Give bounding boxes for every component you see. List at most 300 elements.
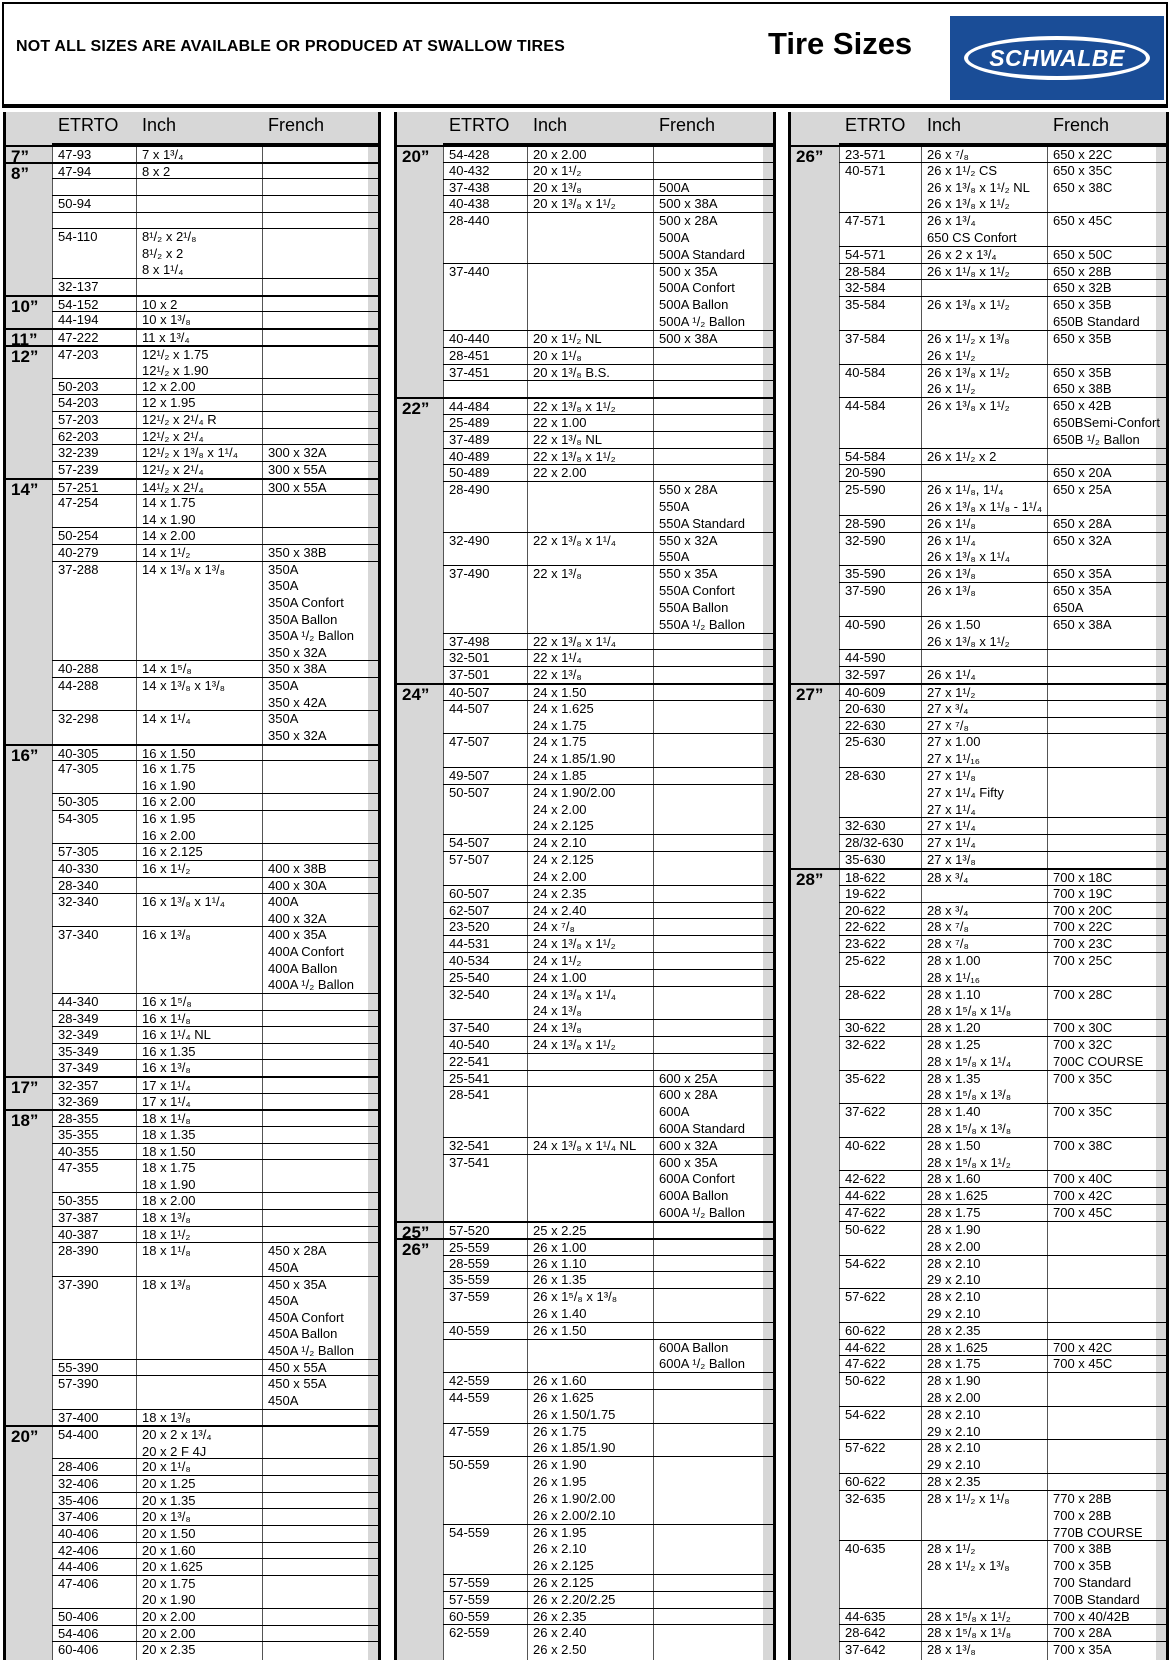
table-row bbox=[443, 1624, 773, 1658]
inch-cell: 10 x 2 bbox=[142, 296, 178, 312]
table-row bbox=[443, 784, 773, 834]
etrto-cell: 40-355 bbox=[58, 1143, 99, 1159]
inch-cell: 12 x 2.00 bbox=[142, 378, 196, 394]
etrto-cell: 44-288 bbox=[58, 678, 99, 694]
inch-cell: 26 x 1³/₈ x 1¹/₂ 26 x 1¹/₂ bbox=[927, 364, 1010, 397]
rim-size-label: 26” bbox=[402, 1239, 430, 1259]
etrto-cell: 32-137 bbox=[58, 279, 99, 294]
inch-cell: 20 x 2.00 bbox=[533, 147, 587, 162]
etrto-cell: 47-622 bbox=[845, 1356, 886, 1372]
page-header bbox=[2, 2, 1168, 108]
inch-cell: 28 x 1¹/₂ 28 x 1¹/₂ x 1³/₈ bbox=[927, 1541, 1010, 1574]
table-row bbox=[839, 666, 1166, 683]
etrto-cell: 35-406 bbox=[58, 1492, 99, 1508]
french-cell: 650 x 32A bbox=[1053, 532, 1112, 548]
table-row bbox=[397, 1238, 773, 1259]
etrto-cell: 30-622 bbox=[845, 1020, 886, 1036]
header-inch: Inch bbox=[533, 115, 568, 135]
etrto-cell: 47-222 bbox=[58, 329, 99, 345]
etrto-cell: 44-531 bbox=[449, 936, 490, 952]
etrto-cell: 47-507 bbox=[449, 734, 490, 750]
french-cell: 300 x 32A bbox=[268, 445, 327, 461]
rim-size-label: 17” bbox=[11, 1078, 39, 1098]
table-row bbox=[839, 986, 1166, 1020]
table-row bbox=[839, 1322, 1166, 1339]
table-row bbox=[443, 364, 773, 381]
table-row bbox=[52, 394, 378, 411]
inch-cell: 7 x 1³/₄ bbox=[142, 147, 184, 162]
etrto-cell: 44-507 bbox=[449, 700, 490, 716]
etrto-cell: 50-507 bbox=[449, 784, 490, 800]
table-row bbox=[52, 993, 378, 1010]
etrto-cell: 40-330 bbox=[58, 860, 99, 876]
table-row bbox=[6, 345, 378, 378]
header-french: French bbox=[659, 115, 716, 135]
etrto-cell: 50-559 bbox=[449, 1457, 490, 1473]
etrto-cell: 57-203 bbox=[58, 412, 99, 428]
table-row bbox=[52, 877, 378, 894]
etrto-cell: 62-203 bbox=[58, 428, 99, 444]
etrto-cell: 37-489 bbox=[449, 431, 490, 447]
inch-cell: 28 x 2.10 29 x 2.10 bbox=[927, 1255, 981, 1288]
table-row bbox=[52, 810, 378, 843]
french-cell: 450 x 28A 450A bbox=[268, 1243, 327, 1275]
etrto-cell: 50-355 bbox=[58, 1193, 99, 1209]
table-row bbox=[52, 444, 378, 461]
inch-cell: 26 x 1¹/₈ x 1¹/₂ bbox=[927, 263, 1010, 279]
inch-cell: 24 x ⁷/₈ bbox=[533, 919, 575, 935]
etrto-cell: 54-428 bbox=[449, 147, 490, 162]
table-row bbox=[52, 893, 378, 926]
french-cell: 700 x 22C bbox=[1053, 919, 1113, 935]
french-cell: 600 x 32A bbox=[659, 1137, 718, 1153]
inch-cell: 26 x 2.125 bbox=[533, 1574, 594, 1590]
etrto-cell: 57-390 bbox=[58, 1376, 99, 1392]
inch-cell: 20 x 2.00 bbox=[142, 1609, 196, 1625]
french-cell: 350A 350 x 32A bbox=[268, 711, 327, 743]
french-cell: 650 x 35C 650 x 38C bbox=[1053, 162, 1113, 195]
table-row bbox=[443, 1524, 773, 1574]
etrto-cell: 54-559 bbox=[449, 1524, 490, 1540]
french-cell: 650 x 28A bbox=[1053, 515, 1112, 531]
table-row bbox=[52, 1359, 378, 1376]
etrto-cell: 40-590 bbox=[845, 616, 886, 632]
table-row bbox=[791, 145, 1166, 166]
inch-cell: 27 x 1¹/₂ bbox=[927, 684, 976, 700]
rim-size-label: 12” bbox=[11, 346, 39, 366]
inch-cell: 26 x 1³/₈ bbox=[927, 566, 976, 582]
etrto-cell: 40-432 bbox=[449, 162, 490, 178]
etrto-cell: 54-400 bbox=[58, 1427, 99, 1443]
etrto-cell: 50-254 bbox=[58, 528, 99, 544]
etrto-cell: 28-490 bbox=[449, 482, 490, 498]
etrto-cell: 37-406 bbox=[58, 1509, 99, 1525]
inch-cell: 26 x 1¹/₈ bbox=[927, 515, 976, 531]
etrto-cell: 32-406 bbox=[58, 1476, 99, 1492]
table-row bbox=[443, 1255, 773, 1272]
inch-cell: 28 x 1.10 28 x 1⁵/₈ x 1¹/₈ bbox=[927, 986, 1012, 1019]
inch-cell: 28 x 1.75 bbox=[927, 1356, 981, 1372]
inch-cell: 26 x 1¹/₄ 26 x 1³/₈ x 1¹/₄ bbox=[927, 532, 1010, 565]
table-row bbox=[443, 935, 773, 952]
etrto-cell: 42-406 bbox=[58, 1542, 99, 1558]
etrto-cell: 28-355 bbox=[58, 1111, 99, 1127]
etrto-cell: 37-400 bbox=[58, 1409, 99, 1425]
inch-cell: 26 x 1³/₈ x 1¹/₂ bbox=[927, 297, 1010, 313]
etrto-cell: 50-406 bbox=[58, 1609, 99, 1625]
table-row bbox=[443, 1053, 773, 1070]
etrto-cell: 32-357 bbox=[58, 1078, 99, 1094]
french-cell: 700 x 28A bbox=[1053, 1625, 1112, 1641]
table-row bbox=[839, 817, 1166, 834]
table-row bbox=[839, 1255, 1166, 1289]
inch-cell: 26 x 1⁵/₈ x 1³/₈ 26 x 1.40 bbox=[533, 1289, 618, 1321]
etrto-cell: 57-239 bbox=[58, 461, 99, 477]
inch-cell: 22 x 1³/₈ x 1¹/₄ bbox=[533, 633, 616, 649]
table-row bbox=[443, 347, 773, 364]
etrto-cell: 40-288 bbox=[58, 661, 99, 677]
table-row bbox=[52, 1409, 378, 1426]
etrto-cell: 54-622 bbox=[845, 1255, 886, 1271]
etrto-cell: 35-630 bbox=[845, 852, 886, 868]
table-row bbox=[443, 1137, 773, 1154]
inch-cell: 26 x 1³/₈ bbox=[927, 583, 976, 599]
inch-cell: 16 x 1¹/₂ bbox=[142, 860, 191, 876]
inch-cell: 28 x 1⁵/₈ x 1¹/₂ bbox=[927, 1608, 1011, 1624]
etrto-cell: 47-93 bbox=[58, 147, 92, 162]
etrto-cell: 54-152 bbox=[58, 296, 99, 312]
etrto-cell: 50-305 bbox=[58, 794, 99, 810]
inch-cell: 12¹/₂ x 1³/₈ x 1¹/₄ bbox=[142, 445, 238, 461]
table-row bbox=[839, 246, 1166, 263]
table-row bbox=[443, 986, 773, 1020]
etrto-cell: 28-451 bbox=[449, 347, 490, 363]
french-cell: 700 x 20C bbox=[1053, 902, 1113, 918]
french-cell: 700 x 19C bbox=[1053, 885, 1113, 901]
etrto-cell: 28-642 bbox=[845, 1625, 886, 1641]
etrto-cell: 40-438 bbox=[449, 196, 490, 212]
etrto-cell: 28-406 bbox=[58, 1459, 99, 1475]
french-cell: 700 x 35A bbox=[1053, 1642, 1112, 1658]
table-row bbox=[397, 1221, 773, 1242]
table-row bbox=[443, 464, 773, 481]
french-cell: 650 x 35B 650 x 38B bbox=[1053, 364, 1112, 397]
inch-cell: 12¹/₂ x 2¹/₄ R bbox=[142, 412, 217, 428]
inch-cell: 28 x 1.50 28 x 1⁵/₈ x 1¹/₂ bbox=[927, 1137, 1011, 1170]
inch-cell: 24 x 1¹/₂ bbox=[533, 952, 582, 968]
table-row bbox=[443, 733, 773, 767]
inch-cell: 16 x 1³/₈ bbox=[142, 1060, 191, 1076]
table-row bbox=[443, 414, 773, 431]
table-row bbox=[443, 1288, 773, 1322]
etrto-cell: 37-501 bbox=[449, 667, 490, 683]
inch-cell: 24 x 1³/₈ x 1¹/₄ NL bbox=[533, 1137, 637, 1153]
etrto-cell: 37-590 bbox=[845, 583, 886, 599]
table-row bbox=[839, 1070, 1166, 1104]
inch-cell: 26 x 1¹/₂ CS 26 x 1³/₈ x 1¹/₂ NL 26 x 1³/₈ x 1¹/₂ bbox=[927, 162, 1030, 212]
inch-cell: 14 x 1⁵/₈ bbox=[142, 661, 192, 677]
inch-cell: 26 x 1.60 bbox=[533, 1373, 587, 1389]
table-row bbox=[52, 311, 378, 328]
etrto-cell: 54-406 bbox=[58, 1625, 99, 1641]
inch-cell: 28 x 1.20 bbox=[927, 1020, 981, 1036]
inch-cell: 28 x ³/₄ bbox=[927, 902, 969, 918]
etrto-cell: 35-622 bbox=[845, 1070, 886, 1086]
table-row bbox=[839, 700, 1166, 717]
inch-cell: 20 x 1.50 bbox=[142, 1525, 196, 1541]
table-row bbox=[52, 561, 378, 661]
header-etrto: ETRTO bbox=[449, 115, 510, 135]
inch-cell: 11 x 1³/₄ bbox=[142, 329, 190, 345]
etrto-cell: 37-451 bbox=[449, 364, 490, 380]
inch-cell: 22 x 2.00 bbox=[533, 465, 587, 481]
inch-cell: 27 x ³/₄ bbox=[927, 700, 969, 716]
table-row bbox=[52, 428, 378, 445]
inch-cell: 14 x 1¹/₄ bbox=[142, 711, 191, 727]
table-row bbox=[52, 1641, 378, 1658]
etrto-cell: 57-520 bbox=[449, 1222, 490, 1238]
table-row bbox=[443, 1154, 773, 1221]
table-row bbox=[443, 902, 773, 919]
etrto-cell: 25-489 bbox=[449, 414, 490, 430]
inch-cell: 8 x 2 bbox=[142, 163, 171, 179]
inch-cell: 22 x 1³/₈ bbox=[533, 667, 582, 683]
inch-cell: 26 x 1¹/₄ bbox=[927, 667, 976, 683]
etrto-cell: 40-406 bbox=[58, 1525, 99, 1541]
table-row bbox=[839, 582, 1166, 616]
etrto-cell: 37-584 bbox=[845, 330, 886, 346]
etrto-cell: 47-94 bbox=[58, 163, 92, 179]
table-row bbox=[839, 1624, 1166, 1641]
rim-size-label: 25” bbox=[402, 1222, 430, 1242]
table-row bbox=[52, 378, 378, 395]
inch-cell: 16 x 1.75 16 x 1.90 bbox=[142, 761, 196, 793]
inch-cell: 26 x ⁷/₈ bbox=[927, 147, 969, 162]
inch-cell: 18 x 1¹/₈ bbox=[142, 1243, 191, 1259]
etrto-cell: 44-635 bbox=[845, 1608, 886, 1624]
inch-cell: 16 x 1.35 bbox=[142, 1043, 196, 1059]
etrto-cell: 54-571 bbox=[845, 246, 886, 262]
inch-cell: 26 x 1¹/₂ x 2 bbox=[927, 448, 997, 464]
french-cell: 700 x 42C bbox=[1053, 1188, 1113, 1204]
table-row bbox=[443, 851, 773, 885]
etrto-cell: 37-390 bbox=[58, 1276, 99, 1292]
schwalbe-logo bbox=[950, 16, 1164, 100]
inch-cell: 22 x 1³/₈ x 1¹/₂ bbox=[533, 448, 616, 464]
etrto-cell: 32-540 bbox=[449, 986, 490, 1002]
etrto-cell: 42-622 bbox=[845, 1171, 886, 1187]
table-row bbox=[443, 1339, 773, 1373]
page-title: Tire Sizes bbox=[768, 26, 913, 61]
etrto-cell: 50-622 bbox=[845, 1221, 886, 1237]
french-cell: 700 x 30C bbox=[1053, 1020, 1113, 1036]
table-row bbox=[52, 195, 378, 212]
french-cell: 650 x 32B bbox=[1053, 280, 1112, 296]
table-row bbox=[52, 1159, 378, 1192]
table-row bbox=[6, 744, 378, 765]
etrto-cell: 47-559 bbox=[449, 1423, 490, 1439]
rim-size-label: 16” bbox=[11, 745, 39, 765]
french-cell: 500 x 28A 500A 500A Standard bbox=[659, 213, 746, 262]
french-cell: 450 x 55A 450A bbox=[268, 1376, 327, 1408]
inch-cell: 18 x 2.00 bbox=[142, 1193, 196, 1209]
etrto-cell: 57-305 bbox=[58, 844, 99, 860]
inch-cell: 26 x 1.50 26 x 1³/₈ x 1¹/₂ bbox=[927, 616, 1010, 649]
table-row bbox=[443, 380, 773, 397]
etrto-cell: 47-622 bbox=[845, 1205, 886, 1221]
french-cell: 700 x 40C bbox=[1053, 1171, 1113, 1187]
french-cell: 700 x 28C bbox=[1053, 986, 1113, 1002]
etrto-cell: 47-406 bbox=[58, 1575, 99, 1591]
inch-cell: 16 x 2.00 bbox=[142, 794, 196, 810]
etrto-cell: 54-584 bbox=[845, 448, 886, 464]
inch-cell: 14 x 1³/₈ x 1³/₈ bbox=[142, 561, 226, 577]
table-row bbox=[52, 411, 378, 428]
inch-cell: 25 x 2.25 bbox=[533, 1222, 587, 1238]
table-row bbox=[52, 660, 378, 677]
table-row bbox=[52, 278, 378, 295]
inch-cell: 18 x 1.50 bbox=[142, 1143, 196, 1159]
french-cell: 700 x 42C bbox=[1053, 1339, 1113, 1355]
table-row bbox=[443, 1456, 773, 1523]
french-cell: 300 x 55A bbox=[268, 461, 327, 477]
inch-cell: 14 x 1.75 14 x 1.90 bbox=[142, 495, 196, 527]
inch-cell: 18 x 1¹/₂ bbox=[142, 1226, 191, 1242]
etrto-cell: 28-349 bbox=[58, 1010, 99, 1026]
table-row bbox=[839, 1036, 1166, 1070]
inch-cell: 26 x 1.10 bbox=[533, 1255, 587, 1271]
etrto-cell: 18-622 bbox=[845, 869, 886, 885]
inch-cell: 10 x 1³/₈ bbox=[142, 312, 191, 328]
etrto-cell: 32-490 bbox=[449, 532, 490, 548]
inch-cell: 18 x 1³/₈ bbox=[142, 1409, 191, 1425]
inch-cell: 27 x 1.00 27 x 1¹/₁₆ bbox=[927, 734, 981, 767]
rim-size-label: 24” bbox=[402, 684, 430, 704]
inch-cell: 28 x 1.60 bbox=[927, 1171, 981, 1187]
table-row bbox=[6, 295, 378, 316]
etrto-cell: 22-630 bbox=[845, 717, 886, 733]
table-row bbox=[443, 481, 773, 531]
rim-size-label: 18” bbox=[11, 1111, 39, 1131]
etrto-cell: 28-584 bbox=[845, 263, 886, 279]
table-row bbox=[443, 1591, 773, 1608]
etrto-cell: 62-559 bbox=[449, 1625, 490, 1641]
french-cell: 400A 400 x 32A bbox=[268, 894, 327, 926]
etrto-cell: 23-520 bbox=[449, 919, 490, 935]
etrto-cell: 25-622 bbox=[845, 952, 886, 968]
rim-size-label: 7” bbox=[11, 147, 29, 166]
etrto-cell: 50-622 bbox=[845, 1373, 886, 1389]
inch-cell: 28 x 1¹/₂ x 1¹/₈ bbox=[927, 1490, 1010, 1506]
table-row bbox=[839, 515, 1166, 532]
rim-size-label: 20” bbox=[11, 1427, 39, 1447]
inch-cell: 24 x 2.35 bbox=[533, 885, 587, 901]
etrto-cell: 20-590 bbox=[845, 465, 886, 481]
inch-cell: 26 x 1.00 bbox=[533, 1239, 587, 1255]
inch-cell: 20 x 1¹/₈ bbox=[533, 347, 582, 363]
inch-cell: 20 x 1.25 bbox=[142, 1476, 196, 1492]
table-row bbox=[443, 969, 773, 986]
table-row bbox=[52, 527, 378, 544]
inch-cell: 28 x ⁷/₈ bbox=[927, 936, 969, 952]
rim-size-label: 26” bbox=[796, 147, 824, 166]
etrto-cell: 35-590 bbox=[845, 566, 886, 582]
inch-cell: 20 x 1.35 bbox=[142, 1492, 196, 1508]
table-row bbox=[52, 1525, 378, 1542]
table-row bbox=[839, 767, 1166, 817]
etrto-cell: 37-490 bbox=[449, 566, 490, 582]
inch-cell: 26 x 1.90 26 x 1.95 26 x 1.90/2.00 26 x 2.00/2.10 bbox=[533, 1457, 616, 1523]
table-row bbox=[52, 1508, 378, 1525]
table-row bbox=[839, 330, 1166, 364]
column-header bbox=[839, 112, 1166, 145]
inch-cell: 27 x ⁷/₈ bbox=[927, 717, 969, 733]
table-row bbox=[6, 478, 378, 499]
inch-cell: 28 x 1⁵/₈ x 1¹/₈ bbox=[927, 1625, 1012, 1641]
inch-cell: 18 x 1¹/₈ bbox=[142, 1111, 191, 1127]
table-row bbox=[52, 1192, 378, 1209]
inch-cell: 24 x 1.00 bbox=[533, 969, 587, 985]
inch-cell: 26 x 2.35 bbox=[533, 1608, 587, 1624]
etrto-cell: 44-584 bbox=[845, 398, 886, 414]
etrto-cell: 40-540 bbox=[449, 1036, 490, 1052]
inch-cell: 16 x 1⁵/₈ bbox=[142, 993, 192, 1009]
table-row bbox=[443, 162, 773, 179]
etrto-cell: 37-541 bbox=[449, 1154, 490, 1170]
inch-cell: 24 x 1³/₈ x 1¹/₂ bbox=[533, 936, 616, 952]
inch-cell: 28 x 1.25 28 x 1⁵/₈ x 1¹/₄ bbox=[927, 1036, 1012, 1069]
table-row bbox=[52, 1093, 378, 1110]
inch-cell: 20 x 1³/₈ B.S. bbox=[533, 364, 610, 380]
etrto-cell: 40-559 bbox=[449, 1322, 490, 1338]
logo-wordmark: SCHWALBE bbox=[989, 44, 1125, 71]
etrto-cell: 44-484 bbox=[449, 399, 490, 415]
inch-cell: 27 x 1¹/₈ 27 x 1¹/₄ Fifty 27 x 1¹/₄ bbox=[927, 768, 1004, 817]
table-row bbox=[839, 1103, 1166, 1137]
table-row bbox=[839, 1540, 1166, 1607]
table-row bbox=[52, 1126, 378, 1143]
etrto-cell: 28-622 bbox=[845, 986, 886, 1002]
inch-cell: 14 x 1¹/₂ bbox=[142, 545, 191, 561]
etrto-cell: 37-340 bbox=[58, 927, 99, 943]
inch-cell: 20 x 1¹/₈ bbox=[142, 1459, 191, 1475]
etrto-cell: 40-609 bbox=[845, 684, 886, 700]
etrto-cell: 54-622 bbox=[845, 1406, 886, 1422]
etrto-cell: 57-559 bbox=[449, 1591, 490, 1607]
table-row bbox=[839, 1187, 1166, 1204]
inch-cell: 28 x 1.625 bbox=[927, 1339, 988, 1355]
inch-cell: 24 x 2.10 bbox=[533, 835, 587, 851]
rim-size-label: 14” bbox=[11, 479, 39, 499]
etrto-cell: 50-203 bbox=[58, 378, 99, 394]
inch-cell: 28 x 1.625 bbox=[927, 1188, 988, 1204]
french-cell: 350A 350A 350A Confort 350A Ballon 350A ¹/₂ Ballon 350 x 32A bbox=[268, 561, 354, 660]
etrto-cell: 37-438 bbox=[449, 179, 490, 195]
inch-cell: 24 x 1.85 bbox=[533, 768, 587, 783]
etrto-cell: 57-559 bbox=[449, 1574, 490, 1590]
table-column-3 bbox=[788, 112, 1169, 1660]
table-row bbox=[52, 1458, 378, 1475]
french-cell: 600 x 25A bbox=[659, 1070, 718, 1086]
table-row bbox=[52, 1143, 378, 1160]
table-row bbox=[52, 1608, 378, 1625]
etrto-cell: 49-507 bbox=[449, 768, 490, 783]
table-row bbox=[52, 760, 378, 793]
table-row bbox=[443, 1322, 773, 1339]
french-cell: 550 x 32A 550A bbox=[659, 532, 718, 565]
etrto-cell: 32-501 bbox=[449, 650, 490, 666]
table-row bbox=[443, 885, 773, 902]
